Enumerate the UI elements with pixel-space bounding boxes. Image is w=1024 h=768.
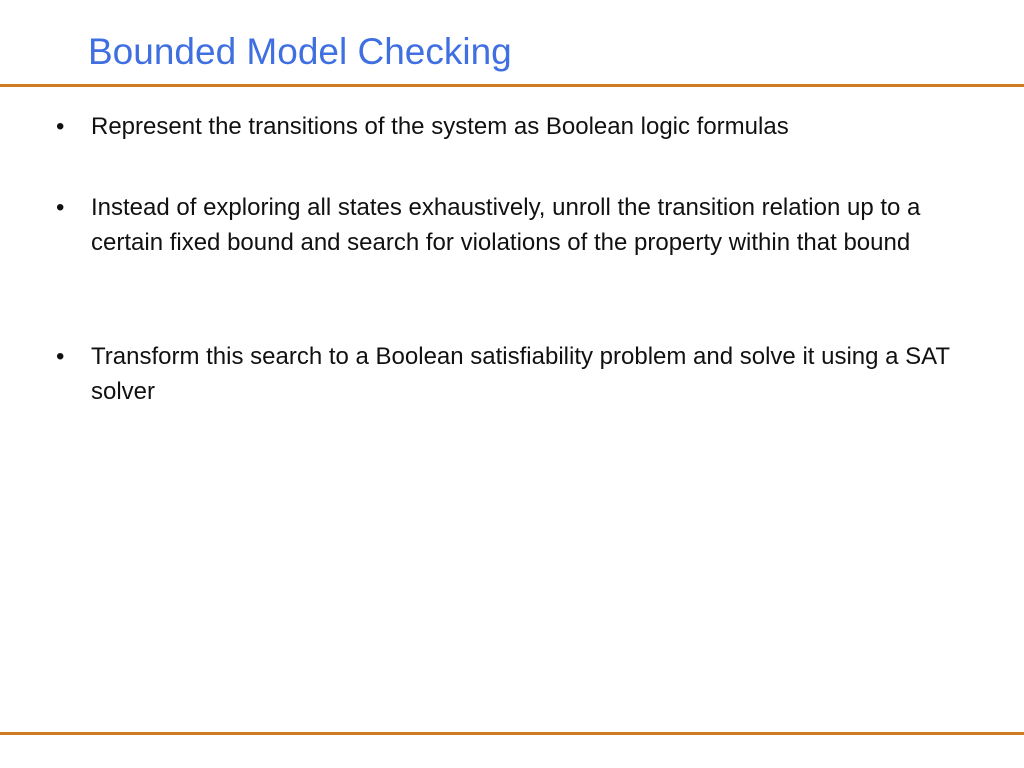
- bullet-text: Transform this search to a Boolean satisfiability problem and solve it using a SAT solver: [91, 343, 950, 405]
- bullet-text: Instead of exploring all states exhaustively, unroll the transition relation up to a certain fixed bound and search for violations of the property within that bound: [91, 194, 921, 256]
- bullet-text: Represent the transitions of the system as Boolean logic formulas: [91, 113, 789, 140]
- footer-divider: [0, 732, 1024, 735]
- bullet-marker: •: [56, 194, 65, 221]
- bullet-marker: •: [56, 343, 65, 370]
- slide-title: Bounded Model Checking: [88, 31, 512, 72]
- bullet-marker: •: [56, 113, 65, 140]
